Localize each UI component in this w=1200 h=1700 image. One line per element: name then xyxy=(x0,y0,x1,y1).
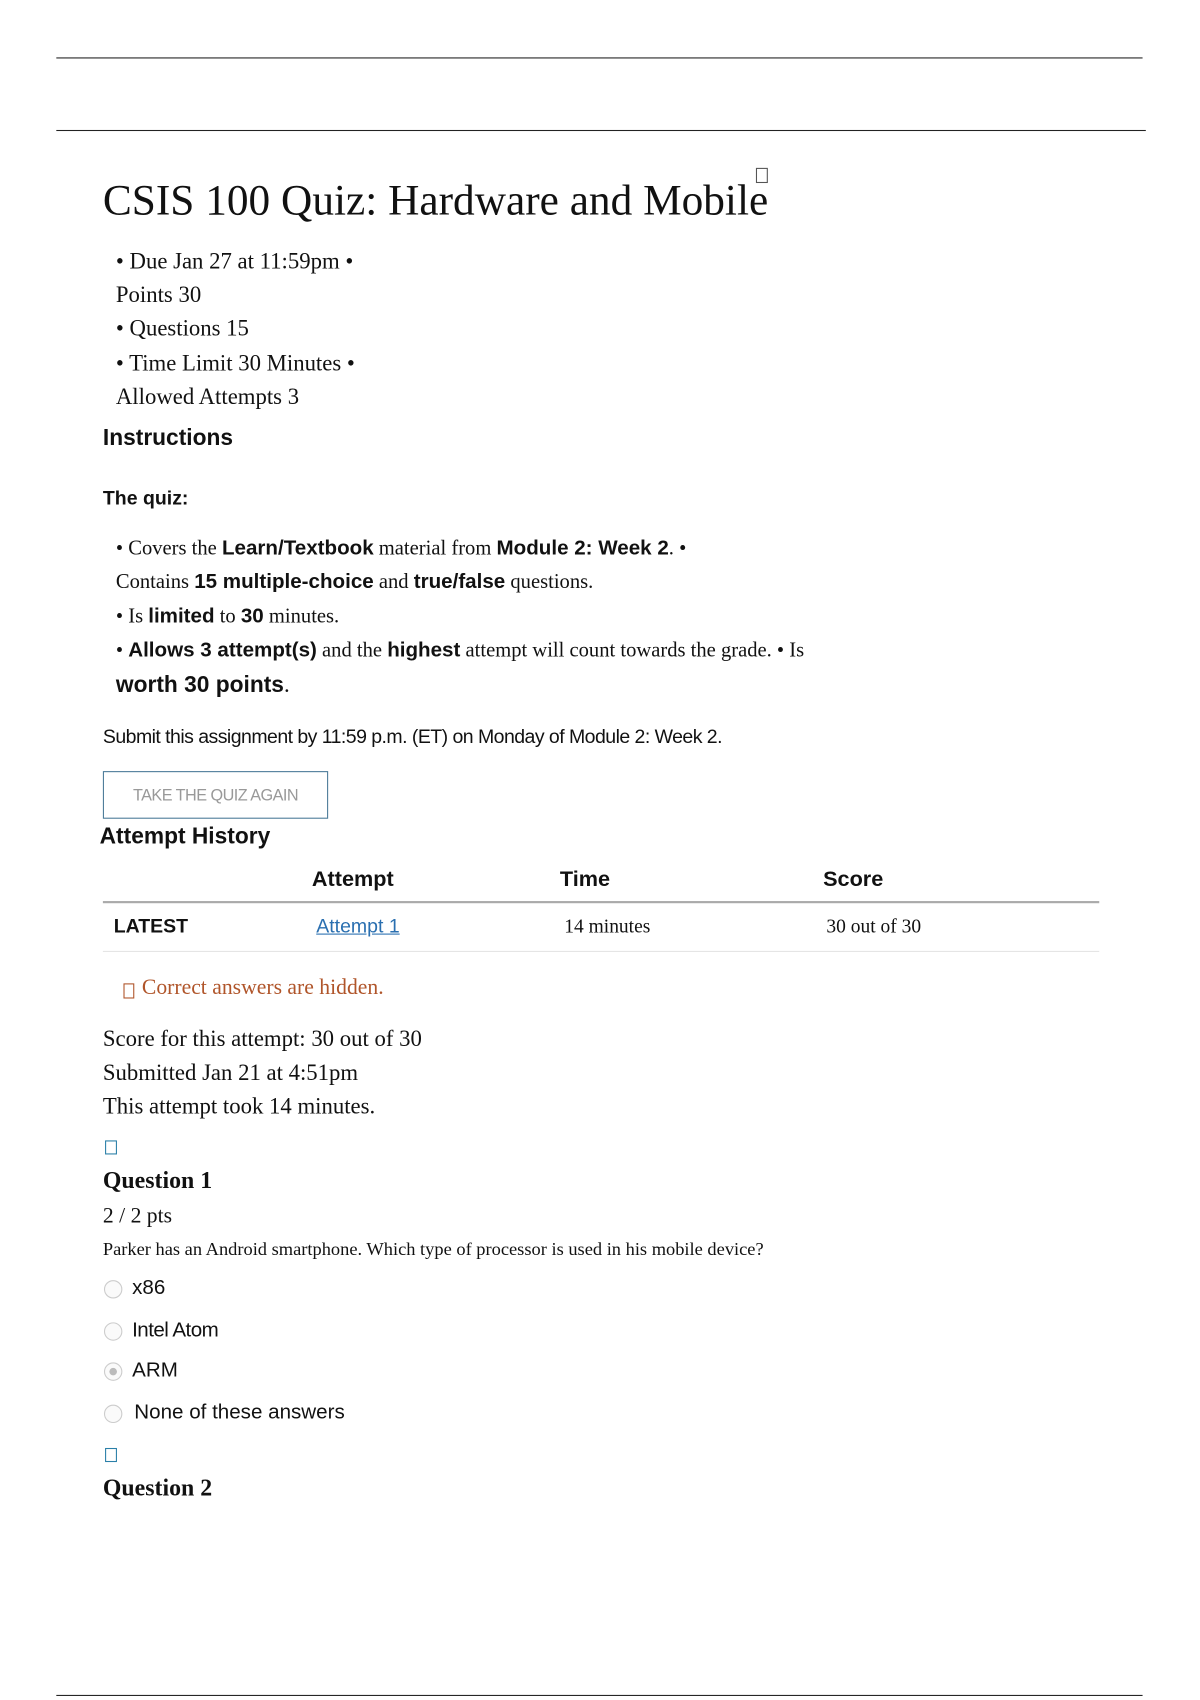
time-limit: • Time Limit 30 Minutes • xyxy=(115,349,355,376)
header-attempt: Attempt xyxy=(311,867,394,892)
warning-icon xyxy=(123,983,134,998)
question-1-flag-icon[interactable] xyxy=(105,1140,117,1154)
header-time: Time xyxy=(559,867,611,892)
table-row-divider xyxy=(103,951,1099,952)
header-score: Score xyxy=(823,867,884,892)
attempt-score: 30 out of 30 xyxy=(826,915,922,937)
instruction-line-3: • Is limited to 30 minutes. xyxy=(115,605,340,629)
submit-note: Submit this assignment by 11:59 p.m. (ET) on Monday of Module 2: Week 2. xyxy=(102,725,722,748)
header-divider xyxy=(56,130,1145,131)
option-intel-atom-label: Intel Atom xyxy=(132,1319,219,1342)
attempt-history-heading: Attempt History xyxy=(99,824,271,850)
instruction-line-4: • Allows 3 attempt(s) and the highest attempt will count towards the grade. • Is xyxy=(115,638,805,662)
submitted-date: Submitted Jan 21 at 4:51pm xyxy=(102,1059,359,1086)
instruction-line-2: Contains 15 multiple-choice and true/false questions. xyxy=(115,570,594,594)
title-glyph-icon xyxy=(756,168,768,183)
instruction-line-1: • Covers the Learn/Textbook material from Module 2: Week 2. • xyxy=(115,537,687,560)
attempt-link[interactable]: Attempt 1 xyxy=(316,915,400,937)
question-1-text: Parker has an Android smartphone. Which type of processor is used in his mobile device? xyxy=(102,1238,764,1260)
option-none-label: None of these answers xyxy=(134,1401,345,1425)
question-1-title: Question 1 xyxy=(102,1166,213,1194)
table-header-divider xyxy=(103,901,1099,903)
question-2-flag-icon[interactable] xyxy=(105,1448,117,1462)
questions-count: • Questions 15 xyxy=(115,315,249,342)
allowed-attempts: Allowed Attempts 3 xyxy=(115,383,300,410)
instructions-heading: Instructions xyxy=(102,425,234,451)
page-title: CSIS 100 Quiz: Hardware and Mobile xyxy=(102,175,769,225)
take-quiz-again-button[interactable]: TAKE THE QUIZ AGAIN xyxy=(103,771,328,819)
option-intel-atom-radio[interactable] xyxy=(104,1322,122,1340)
option-x86-label: x86 xyxy=(132,1276,166,1300)
latest-tag: LATEST xyxy=(113,915,189,937)
instruction-line-5: worth 30 points. xyxy=(115,671,290,698)
attempt-time: 14 minutes xyxy=(564,915,651,937)
option-arm-radio[interactable] xyxy=(104,1362,122,1380)
question-1-points: 2 / 2 pts xyxy=(102,1204,173,1229)
option-arm-label: ARM xyxy=(132,1359,178,1382)
option-x86-radio[interactable] xyxy=(104,1280,122,1298)
quiz-label: The quiz: xyxy=(102,487,189,510)
bottom-divider xyxy=(56,1695,1142,1696)
due-date: • Due Jan 27 at 11:59pm • xyxy=(115,248,354,274)
attempt-score-summary: Score for this attempt: 30 out of 30 xyxy=(102,1025,422,1052)
option-none-radio[interactable] xyxy=(104,1405,122,1423)
points: Points 30 xyxy=(115,281,202,308)
top-divider xyxy=(56,57,1142,58)
attempt-duration: This attempt took 14 minutes. xyxy=(102,1092,376,1119)
question-2-title: Question 2 xyxy=(102,1473,213,1502)
answers-hidden-note: Correct answers are hidden. xyxy=(141,975,384,1000)
